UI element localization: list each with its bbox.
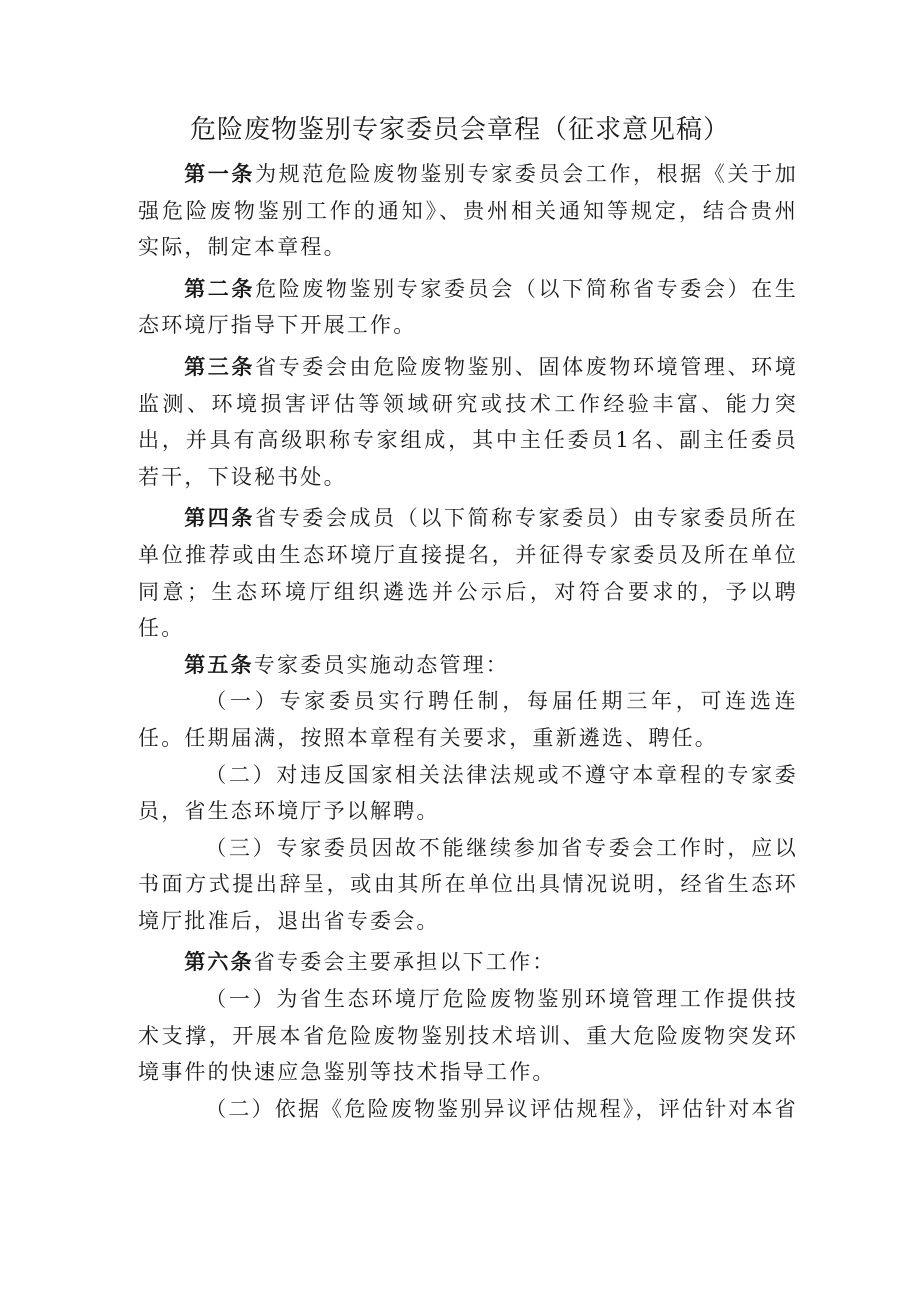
- article-2-number: 第二条: [184, 276, 256, 301]
- document-body: [138, 156, 798, 1127]
- article-6-item-2: （二）依据《危险废物鉴别异议评估规程》，评估针对本省: [205, 1096, 798, 1121]
- article-1: [138, 156, 798, 266]
- article-5-text: 专家委员实施动态管理：: [253, 652, 509, 677]
- article-4-text: 省专委会成员（以下简称专家委员）由专家委员所在单位推荐或由生态环境厅直接提名，并征得专家委员及所在单位同意；生态环境厅组织遴选并公示后，对符合要求的，予以聘任。: [138, 506, 798, 641]
- article-6: [138, 944, 798, 981]
- article-6-item-1: （一）为省生态环境厅危险废物鉴别环境管理工作提供技术支撑，开展本省危险废物鉴别技术培训、重大危险废物突发环境事件的快速应急鉴别等技术指导工作。: [138, 987, 798, 1085]
- article-6-text: 省专委会主要承担以下工作：: [253, 950, 556, 975]
- article-2-text: 危险废物鉴别专家委员会（以下简称省专委会）在生态环境厅指导下开展工作。: [138, 276, 798, 338]
- article-1-text: 为规范危险废物鉴别专家委员会工作，根据《关于加强危险废物鉴别工作的通知》、贵州相关通知等规定，结合贵州实际，制定本章程。: [138, 162, 798, 260]
- article-1-number: 第一条: [184, 162, 256, 186]
- article-5-item-3: （三）专家委员因故不能继续参加省专委会工作时，应以书面方式提出辞呈，或由其所在单位出具情况说明，经省生态环境厅批准后，退出省专委会。: [138, 835, 798, 933]
- article-4-number: 第四条: [184, 506, 256, 531]
- article-3-text: 省专委会由危险废物鉴别、固体废物环境管理、环境监测、环境损害评估等领域研究或技术工作经验丰富、能力突出，并具有高级职称专家组成，其中主任委员1名、副主任委员若干，下设秘书处。: [138, 354, 798, 489]
- article-5-number: 第五条: [184, 652, 254, 677]
- article-3: [138, 349, 798, 495]
- article-5: [138, 647, 798, 684]
- article-5-item-2: （二）对违反国家相关法律法规或不遵守本章程的专家委员，省生态环境厅予以解聘。: [138, 762, 798, 824]
- document-title: 危险废物鉴别专家委员会章程（征求意见稿）: [189, 115, 730, 145]
- article-4: [138, 500, 798, 646]
- article-5-item-1: （一）专家委员实行聘任制，每届任期三年，可连选连任。任期届满，按照本章程有关要求，重新遴选、聘任。: [138, 689, 798, 750]
- article-3-number: 第三条: [184, 354, 256, 379]
- article-6-number: 第六条: [184, 950, 254, 975]
- article-2: [138, 271, 798, 344]
